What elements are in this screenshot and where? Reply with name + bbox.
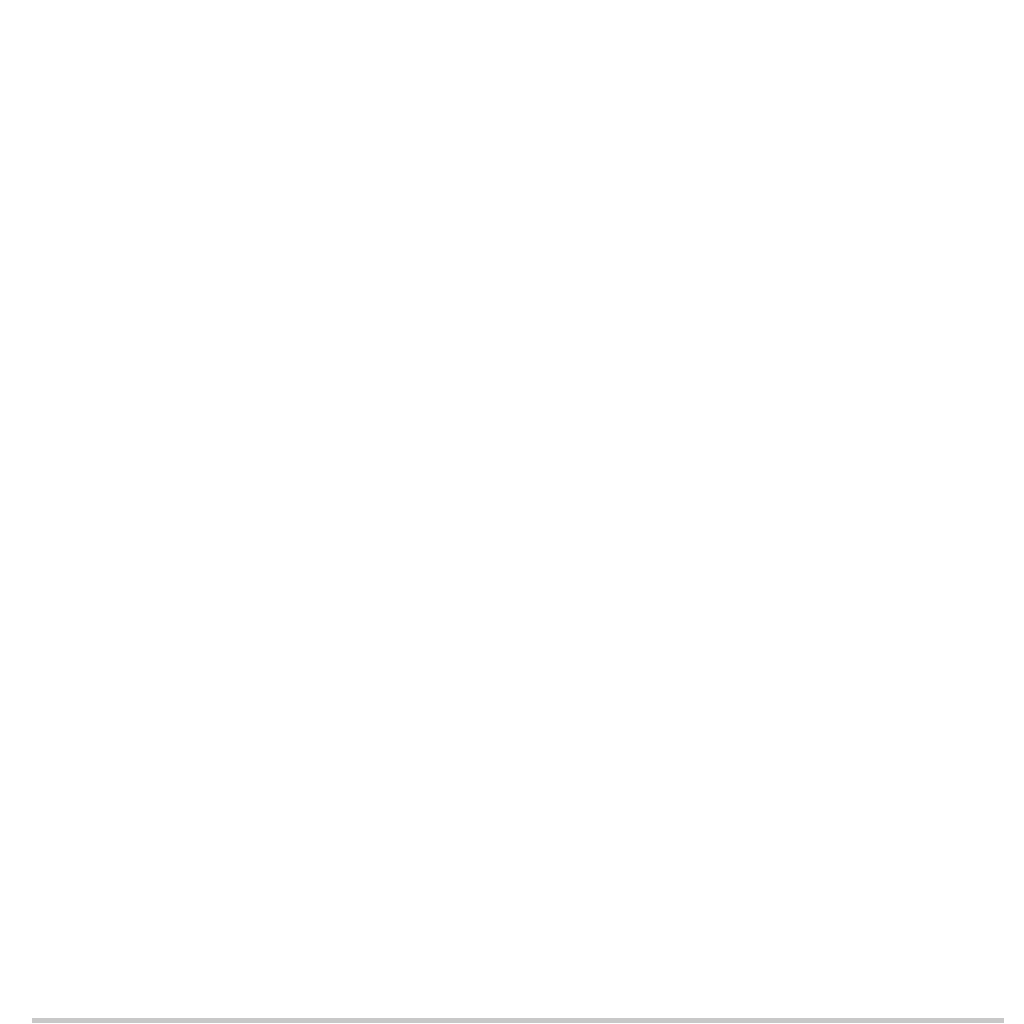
bottom-divider (32, 1018, 1004, 1023)
